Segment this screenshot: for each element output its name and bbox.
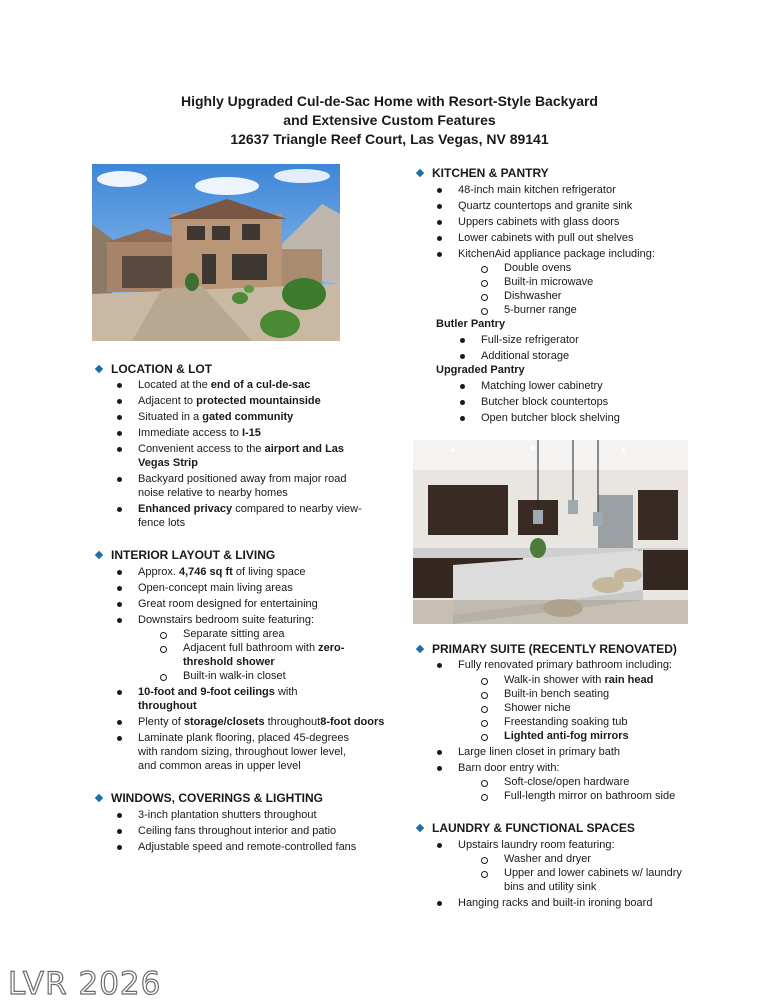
section-heading-interior: [96, 548, 275, 562]
list-item: KitchenAid appliance package including:: [458, 248, 655, 260]
list-item: bins and utility sink: [504, 881, 597, 893]
diamond-bullet-icon: [95, 365, 103, 373]
list-item: Soft-close/open hardware: [504, 776, 630, 788]
list-item: Shower niche: [504, 702, 571, 714]
diamond-bullet-icon: [95, 794, 103, 802]
section-heading-laundry: [417, 821, 635, 835]
list-item: Barn door entry with:: [458, 762, 560, 774]
list-item: fence lots: [138, 517, 186, 529]
list-item: Dishwasher: [504, 290, 562, 302]
list-item: Quartz countertops and granite sink: [458, 200, 633, 212]
bullet-circle-icon: [481, 857, 488, 864]
list-item: Hanging racks and built-in ironing board: [458, 897, 653, 909]
list-item: 3-inch plantation shutters throughout: [138, 809, 317, 821]
heading-text: INTERIOR LAYOUT & LIVING: [111, 548, 276, 562]
list-item: Lighted anti-fog mirrors: [504, 730, 629, 742]
bullet-dot-icon: [117, 415, 122, 420]
bullet-dot-icon: [117, 507, 122, 512]
bullet-circle-icon: [481, 692, 488, 699]
title-line-2: and Extensive Custom Features: [283, 112, 496, 128]
bullet-dot-icon: [437, 750, 442, 755]
list-item: Lower cabinets with pull out shelves: [458, 232, 634, 244]
title-address: 12637 Triangle Reef Court, Las Vegas, NV 89141: [230, 131, 549, 147]
diamond-bullet-icon: [416, 169, 424, 177]
bullet-circle-icon: [160, 646, 167, 653]
bullet-dot-icon: [437, 204, 442, 209]
bullet-circle-icon: [160, 674, 167, 681]
bullet-dot-icon: [117, 477, 122, 482]
section-heading-primary: [417, 642, 677, 656]
bullet-dot-icon: [117, 813, 122, 818]
list-item: Fully renovated primary bathroom including:: [458, 659, 672, 671]
bullet-circle-icon: [481, 308, 488, 315]
bullet-dot-icon: [117, 736, 122, 741]
house-exterior-photo: [92, 164, 340, 341]
diamond-bullet-icon: [95, 551, 103, 559]
bullet-dot-icon: [117, 447, 122, 452]
bullet-dot-icon: [460, 400, 465, 405]
list-item: Built-in bench seating: [504, 688, 610, 700]
bullet-dot-icon: [117, 602, 122, 607]
bullet-dot-icon: [437, 252, 442, 257]
bullet-circle-icon: [481, 780, 488, 787]
list-item: throughout: [138, 700, 197, 712]
bullet-circle-icon: [481, 706, 488, 713]
list-item: Additional storage: [481, 350, 570, 362]
list-item: threshold shower: [183, 656, 275, 668]
list-item: Full-length mirror on bathroom side: [504, 790, 676, 802]
list-item: 48-inch main kitchen refrigerator: [458, 184, 616, 196]
list-item: Vegas Strip: [138, 457, 198, 469]
bullet-dot-icon: [460, 416, 465, 421]
bullet-circle-icon: [481, 871, 488, 878]
bullet-dot-icon: [437, 236, 442, 241]
house-illustration: [92, 164, 340, 341]
bullet-dot-icon: [437, 843, 442, 848]
section-heading-location: [96, 362, 212, 376]
list-item: Adjacent full bathroom with zero-: [183, 642, 345, 654]
list-item: Situated in a gated community: [138, 411, 294, 423]
bullet-dot-icon: [117, 570, 122, 575]
heading-text: WINDOWS, COVERINGS & LIGHTING: [111, 791, 323, 805]
section-heading-kitchen: [417, 166, 549, 180]
bullet-dot-icon: [117, 383, 122, 388]
list-item: Full-size refrigerator: [481, 334, 579, 346]
list-item: Washer and dryer: [504, 853, 592, 865]
list-item: Upper and lower cabinets w/ laundry: [504, 867, 682, 879]
subheading-butler-pantry: Butler Pantry: [436, 318, 506, 330]
bullet-dot-icon: [437, 766, 442, 771]
bullet-dot-icon: [117, 431, 122, 436]
diamond-bullet-icon: [416, 645, 424, 653]
list-item: Matching lower cabinetry: [481, 380, 603, 392]
subheading-upgraded-pantry: Upgraded Pantry: [436, 364, 525, 376]
list-item: Downstairs bedroom suite featuring:: [138, 614, 315, 626]
list-item: Open-concept main living areas: [138, 582, 293, 594]
list-item: and common areas in upper level: [138, 760, 301, 772]
bullet-dot-icon: [117, 586, 122, 591]
heading-text: PRIMARY SUITE (RECENTLY RENOVATED): [432, 642, 677, 656]
bullet-dot-icon: [117, 618, 122, 623]
list-item: Great room designed for entertaining: [138, 598, 318, 610]
heading-text: LOCATION & LOT: [111, 362, 213, 376]
list-item: Butcher block countertops: [481, 396, 609, 408]
diamond-bullet-icon: [416, 824, 424, 832]
list-item: Convenient access to the airport and Las: [138, 443, 345, 455]
bullet-circle-icon: [481, 720, 488, 727]
bullet-dot-icon: [117, 399, 122, 404]
list-item: Double ovens: [504, 262, 572, 274]
bullet-dot-icon: [437, 188, 442, 193]
list-item: 10-foot and 9-foot ceilings with: [138, 686, 298, 698]
bullet-dot-icon: [437, 663, 442, 668]
list-item: with random sizing, throughout lower level,: [138, 746, 346, 758]
kitchen-illustration: [413, 440, 688, 624]
kitchen-photo: [413, 440, 688, 624]
list-item: Upstairs laundry room featuring:: [458, 839, 615, 851]
title-line-1: Highly Upgraded Cul-de-Sac Home with Resort-Style Backyard: [181, 93, 598, 109]
document-title: [0, 92, 779, 149]
bullet-circle-icon: [481, 678, 488, 685]
bullet-dot-icon: [117, 690, 122, 695]
heading-text: LAUNDRY & FUNCTIONAL SPACES: [432, 821, 635, 835]
list-item: Uppers cabinets with glass doors: [458, 216, 620, 228]
bullet-circle-icon: [481, 734, 488, 741]
bullet-circle-icon: [160, 632, 167, 639]
list-item: Backyard positioned away from major road: [138, 473, 347, 485]
list-item: Adjacent to protected mountainside: [138, 395, 321, 407]
list-item: Built-in microwave: [504, 276, 594, 288]
bullet-dot-icon: [117, 720, 122, 725]
bullet-dot-icon: [460, 354, 465, 359]
bullet-circle-icon: [481, 266, 488, 273]
watermark: LVR 2026: [8, 966, 162, 1002]
list-item: Immediate access to I-15: [138, 427, 261, 439]
list-item: Plenty of storage/closets throughout8-foot doors: [138, 716, 385, 728]
list-item: Open butcher block shelving: [481, 412, 620, 424]
bullet-dot-icon: [117, 829, 122, 834]
bullet-circle-icon: [481, 294, 488, 301]
bullet-dot-icon: [460, 338, 465, 343]
bullet-dot-icon: [460, 384, 465, 389]
list-item: Laminate plank flooring, placed 45-degrees: [138, 732, 349, 744]
list-item: noise relative to nearby homes: [138, 487, 288, 499]
list-item: Large linen closet in primary bath: [458, 746, 621, 758]
list-item: Adjustable speed and remote-controlled fans: [138, 841, 357, 853]
list-item: Walk-in shower with rain head: [504, 674, 654, 686]
list-item: Located at the end of a cul-de-sac: [138, 379, 311, 391]
list-item: Enhanced privacy compared to nearby view-: [138, 503, 362, 515]
list-item: Approx. 4,746 sq ft of living space: [138, 566, 306, 578]
bullet-circle-icon: [481, 794, 488, 801]
heading-text: KITCHEN & PANTRY: [432, 166, 549, 180]
section-heading-windows: [96, 791, 323, 805]
bullet-dot-icon: [437, 901, 442, 906]
list-item: 5-burner range: [504, 304, 577, 316]
bullet-circle-icon: [481, 280, 488, 287]
bullet-dot-icon: [437, 220, 442, 225]
list-item: Separate sitting area: [183, 628, 285, 640]
list-item: Built-in walk-in closet: [183, 670, 286, 682]
list-item: Freestanding soaking tub: [504, 716, 628, 728]
bullet-dot-icon: [117, 845, 122, 850]
list-item: Ceiling fans throughout interior and patio: [138, 825, 337, 837]
